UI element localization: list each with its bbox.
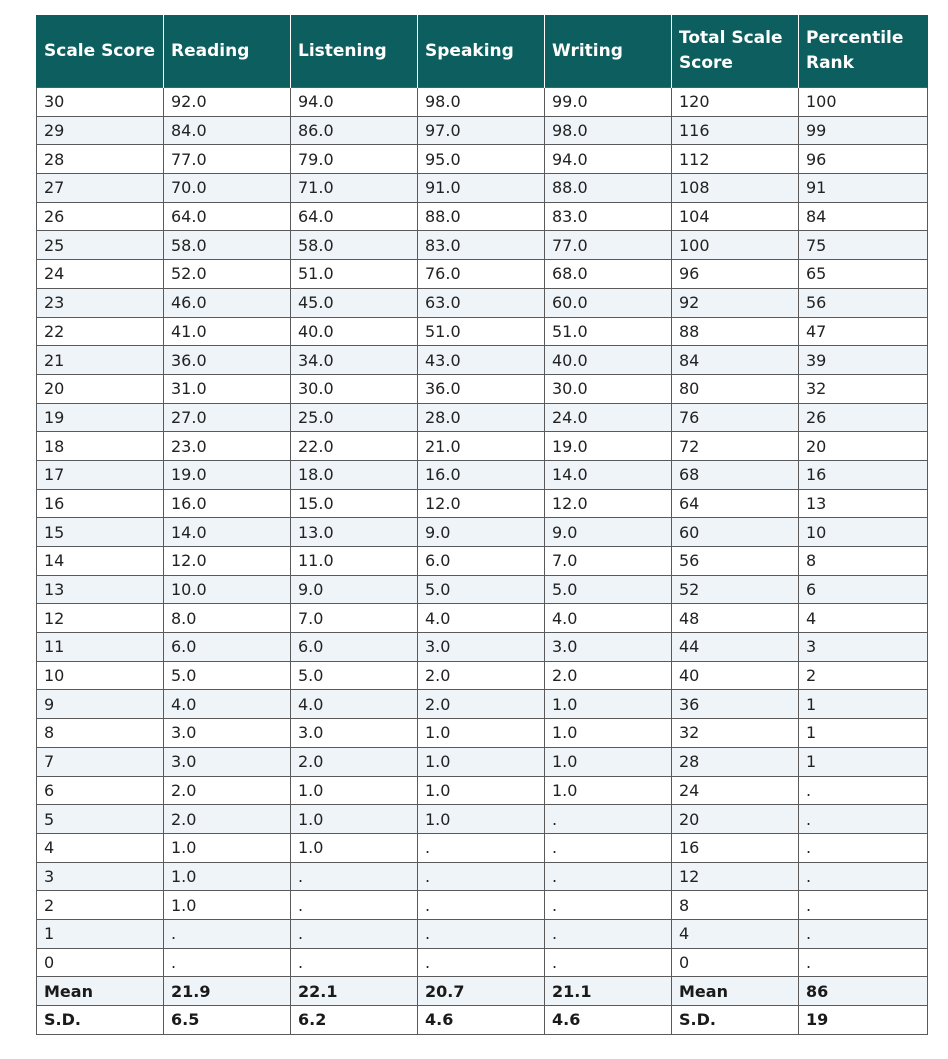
scale-score-cell: 15 <box>37 518 164 547</box>
writing-cell: 12.0 <box>545 489 672 518</box>
writing-cell: 68.0 <box>545 260 672 289</box>
reading-cell: 70.0 <box>164 174 291 203</box>
reading-cell: 21.9 <box>164 977 291 1006</box>
scale-score-cell: 11 <box>37 633 164 662</box>
percentile-rank-cell: 84 <box>799 202 928 231</box>
total-scale-score-cell: 56 <box>672 547 799 576</box>
table-header <box>37 15 928 88</box>
reading-cell: . <box>164 919 291 948</box>
scale-score-cell: 28 <box>37 145 164 174</box>
scale-score-cell: 2 <box>37 891 164 920</box>
listening-cell: . <box>291 862 418 891</box>
percentile-rank-cell: 26 <box>799 403 928 432</box>
reading-cell: 3.0 <box>164 747 291 776</box>
scale-score-cell: 1 <box>37 919 164 948</box>
speaking-cell: 51.0 <box>418 317 545 346</box>
table-body <box>37 88 928 1035</box>
total-scale-score-cell: 36 <box>672 690 799 719</box>
percentile-rank-cell: 1 <box>799 747 928 776</box>
percentile-rank-cell: 8 <box>799 547 928 576</box>
reading-cell: 27.0 <box>164 403 291 432</box>
score-conversion-table <box>36 15 928 1035</box>
reading-cell: 1.0 <box>164 891 291 920</box>
writing-cell: 21.1 <box>545 977 672 1006</box>
speaking-cell: 5.0 <box>418 575 545 604</box>
scale-score-cell: 20 <box>37 374 164 403</box>
writing-cell: 1.0 <box>545 719 672 748</box>
percentile-rank-cell: . <box>799 919 928 948</box>
listening-cell: 2.0 <box>291 747 418 776</box>
scale-score-cell: 13 <box>37 575 164 604</box>
total-scale-score-cell: 28 <box>672 747 799 776</box>
percentile-rank-cell: 1 <box>799 719 928 748</box>
reading-cell: 10.0 <box>164 575 291 604</box>
header-writing: Writing <box>545 15 672 88</box>
percentile-rank-cell: . <box>799 862 928 891</box>
speaking-cell: 1.0 <box>418 747 545 776</box>
reading-cell: 36.0 <box>164 346 291 375</box>
listening-cell: . <box>291 891 418 920</box>
percentile-rank-cell: 3 <box>799 633 928 662</box>
total-scale-score-cell: 96 <box>672 260 799 289</box>
header-total-scale-score: Total Scale Score <box>672 15 799 88</box>
speaking-cell: 12.0 <box>418 489 545 518</box>
speaking-cell: 16.0 <box>418 460 545 489</box>
writing-cell: 98.0 <box>545 116 672 145</box>
reading-cell: 31.0 <box>164 374 291 403</box>
total-scale-score-cell: 4 <box>672 919 799 948</box>
speaking-cell: 1.0 <box>418 776 545 805</box>
listening-cell: 9.0 <box>291 575 418 604</box>
writing-cell: . <box>545 805 672 834</box>
reading-cell: 46.0 <box>164 288 291 317</box>
writing-cell: 88.0 <box>545 174 672 203</box>
reading-cell: 77.0 <box>164 145 291 174</box>
percentile-rank-cell: 65 <box>799 260 928 289</box>
writing-cell: 30.0 <box>545 374 672 403</box>
total-scale-score-cell: 100 <box>672 231 799 260</box>
total-scale-score-cell: 52 <box>672 575 799 604</box>
speaking-cell: 91.0 <box>418 174 545 203</box>
listening-cell: 58.0 <box>291 231 418 260</box>
writing-cell: . <box>545 919 672 948</box>
percentile-rank-cell: 2 <box>799 661 928 690</box>
speaking-cell: 6.0 <box>418 547 545 576</box>
percentile-rank-cell: 16 <box>799 460 928 489</box>
total-scale-score-cell: 32 <box>672 719 799 748</box>
sd-row <box>37 1006 928 1035</box>
writing-cell: . <box>545 862 672 891</box>
listening-cell: . <box>291 948 418 977</box>
speaking-cell: . <box>418 891 545 920</box>
table-row <box>37 547 928 576</box>
percentile-rank-cell: 19 <box>799 1006 928 1035</box>
table-row <box>37 891 928 920</box>
scale-score-cell: 21 <box>37 346 164 375</box>
scale-score-cell: 17 <box>37 460 164 489</box>
total-scale-score-cell: 48 <box>672 604 799 633</box>
percentile-rank-cell: 99 <box>799 116 928 145</box>
reading-cell: 92.0 <box>164 88 291 117</box>
table-row <box>37 690 928 719</box>
table-row <box>37 604 928 633</box>
table-row <box>37 719 928 748</box>
writing-cell: 60.0 <box>545 288 672 317</box>
writing-cell: 1.0 <box>545 776 672 805</box>
table-row <box>37 747 928 776</box>
total-scale-score-cell: 8 <box>672 891 799 920</box>
reading-cell: 19.0 <box>164 460 291 489</box>
total-scale-score-cell: 0 <box>672 948 799 977</box>
table-row <box>37 403 928 432</box>
table-row <box>37 145 928 174</box>
listening-cell: 3.0 <box>291 719 418 748</box>
reading-cell: 52.0 <box>164 260 291 289</box>
percentile-rank-cell: 20 <box>799 432 928 461</box>
speaking-cell: 3.0 <box>418 633 545 662</box>
scale-score-cell: 8 <box>37 719 164 748</box>
scale-score-cell: 27 <box>37 174 164 203</box>
table-row <box>37 805 928 834</box>
reading-cell: 14.0 <box>164 518 291 547</box>
total-scale-score-cell: 120 <box>672 88 799 117</box>
speaking-cell: 97.0 <box>418 116 545 145</box>
speaking-cell: 43.0 <box>418 346 545 375</box>
writing-cell: 94.0 <box>545 145 672 174</box>
scale-score-cell: 12 <box>37 604 164 633</box>
writing-cell: . <box>545 948 672 977</box>
listening-cell: 1.0 <box>291 776 418 805</box>
scale-score-cell: 23 <box>37 288 164 317</box>
header-listening: Listening <box>291 15 418 88</box>
writing-cell: . <box>545 833 672 862</box>
listening-cell: 6.2 <box>291 1006 418 1035</box>
total-scale-score-cell: 72 <box>672 432 799 461</box>
header-scale-score: Scale Score <box>37 15 164 88</box>
score-table-container <box>36 15 927 1035</box>
scale-score-cell: Mean <box>37 977 164 1006</box>
reading-cell: 5.0 <box>164 661 291 690</box>
speaking-cell: 4.6 <box>418 1006 545 1035</box>
listening-cell: 22.1 <box>291 977 418 1006</box>
speaking-cell: . <box>418 862 545 891</box>
speaking-cell: 20.7 <box>418 977 545 1006</box>
header-speaking: Speaking <box>418 15 545 88</box>
scale-score-cell: 18 <box>37 432 164 461</box>
scale-score-cell: 6 <box>37 776 164 805</box>
percentile-rank-cell: 100 <box>799 88 928 117</box>
writing-cell: 4.6 <box>545 1006 672 1035</box>
reading-cell: 58.0 <box>164 231 291 260</box>
speaking-cell: 95.0 <box>418 145 545 174</box>
reading-cell: 2.0 <box>164 776 291 805</box>
speaking-cell: 2.0 <box>418 661 545 690</box>
scale-score-cell: 5 <box>37 805 164 834</box>
speaking-cell: 21.0 <box>418 432 545 461</box>
table-row <box>37 88 928 117</box>
table-row <box>37 460 928 489</box>
percentile-rank-cell: 96 <box>799 145 928 174</box>
header-reading: Reading <box>164 15 291 88</box>
table-row <box>37 776 928 805</box>
listening-cell: 94.0 <box>291 88 418 117</box>
mean-row <box>37 977 928 1006</box>
total-scale-score-cell: 76 <box>672 403 799 432</box>
listening-cell: 51.0 <box>291 260 418 289</box>
total-scale-score-cell: 104 <box>672 202 799 231</box>
table-row <box>37 948 928 977</box>
scale-score-cell: 25 <box>37 231 164 260</box>
total-scale-score-cell: S.D. <box>672 1006 799 1035</box>
table-row <box>37 833 928 862</box>
total-scale-score-cell: 116 <box>672 116 799 145</box>
total-scale-score-cell: 16 <box>672 833 799 862</box>
percentile-rank-cell: 39 <box>799 346 928 375</box>
percentile-rank-cell: 47 <box>799 317 928 346</box>
listening-cell: 25.0 <box>291 403 418 432</box>
scale-score-cell: S.D. <box>37 1006 164 1035</box>
speaking-cell: 83.0 <box>418 231 545 260</box>
table-row <box>37 231 928 260</box>
writing-cell: 83.0 <box>545 202 672 231</box>
table-row <box>37 116 928 145</box>
listening-cell: 4.0 <box>291 690 418 719</box>
total-scale-score-cell: 84 <box>672 346 799 375</box>
total-scale-score-cell: 108 <box>672 174 799 203</box>
writing-cell: 1.0 <box>545 690 672 719</box>
table-row <box>37 260 928 289</box>
percentile-rank-cell: 6 <box>799 575 928 604</box>
listening-cell: . <box>291 919 418 948</box>
listening-cell: 1.0 <box>291 833 418 862</box>
writing-cell: 1.0 <box>545 747 672 776</box>
percentile-rank-cell: 91 <box>799 174 928 203</box>
percentile-rank-cell: 56 <box>799 288 928 317</box>
table-row <box>37 633 928 662</box>
writing-cell: 14.0 <box>545 460 672 489</box>
table-row <box>37 374 928 403</box>
reading-cell: 8.0 <box>164 604 291 633</box>
reading-cell: 16.0 <box>164 489 291 518</box>
writing-cell: 7.0 <box>545 547 672 576</box>
table-row <box>37 489 928 518</box>
total-scale-score-cell: 60 <box>672 518 799 547</box>
speaking-cell: 88.0 <box>418 202 545 231</box>
reading-cell: . <box>164 948 291 977</box>
listening-cell: 45.0 <box>291 288 418 317</box>
speaking-cell: 76.0 <box>418 260 545 289</box>
reading-cell: 6.5 <box>164 1006 291 1035</box>
total-scale-score-cell: 112 <box>672 145 799 174</box>
speaking-cell: 4.0 <box>418 604 545 633</box>
scale-score-cell: 4 <box>37 833 164 862</box>
listening-cell: 1.0 <box>291 805 418 834</box>
scale-score-cell: 22 <box>37 317 164 346</box>
reading-cell: 4.0 <box>164 690 291 719</box>
reading-cell: 3.0 <box>164 719 291 748</box>
percentile-rank-cell: . <box>799 776 928 805</box>
reading-cell: 64.0 <box>164 202 291 231</box>
table-row <box>37 575 928 604</box>
reading-cell: 12.0 <box>164 547 291 576</box>
total-scale-score-cell: 24 <box>672 776 799 805</box>
writing-cell: 40.0 <box>545 346 672 375</box>
speaking-cell: 9.0 <box>418 518 545 547</box>
listening-cell: 34.0 <box>291 346 418 375</box>
listening-cell: 71.0 <box>291 174 418 203</box>
table-row <box>37 432 928 461</box>
percentile-rank-cell: 4 <box>799 604 928 633</box>
table-row <box>37 661 928 690</box>
writing-cell: 4.0 <box>545 604 672 633</box>
percentile-rank-cell: . <box>799 891 928 920</box>
writing-cell: 3.0 <box>545 633 672 662</box>
percentile-rank-cell: 32 <box>799 374 928 403</box>
writing-cell: 9.0 <box>545 518 672 547</box>
scale-score-cell: 10 <box>37 661 164 690</box>
reading-cell: 41.0 <box>164 317 291 346</box>
reading-cell: 23.0 <box>164 432 291 461</box>
speaking-cell: 36.0 <box>418 374 545 403</box>
writing-cell: 19.0 <box>545 432 672 461</box>
listening-cell: 40.0 <box>291 317 418 346</box>
speaking-cell: . <box>418 919 545 948</box>
listening-cell: 13.0 <box>291 518 418 547</box>
total-scale-score-cell: 80 <box>672 374 799 403</box>
listening-cell: 5.0 <box>291 661 418 690</box>
listening-cell: 30.0 <box>291 374 418 403</box>
table-row <box>37 346 928 375</box>
header-row <box>37 15 928 88</box>
scale-score-cell: 3 <box>37 862 164 891</box>
reading-cell: 2.0 <box>164 805 291 834</box>
listening-cell: 64.0 <box>291 202 418 231</box>
listening-cell: 18.0 <box>291 460 418 489</box>
reading-cell: 84.0 <box>164 116 291 145</box>
speaking-cell: 2.0 <box>418 690 545 719</box>
table-row <box>37 317 928 346</box>
percentile-rank-cell: 10 <box>799 518 928 547</box>
header-percentile-rank: Percentile Rank <box>799 15 928 88</box>
scale-score-cell: 19 <box>37 403 164 432</box>
total-scale-score-cell: 88 <box>672 317 799 346</box>
writing-cell: 24.0 <box>545 403 672 432</box>
total-scale-score-cell: 12 <box>672 862 799 891</box>
reading-cell: 6.0 <box>164 633 291 662</box>
total-scale-score-cell: Mean <box>672 977 799 1006</box>
writing-cell: . <box>545 891 672 920</box>
total-scale-score-cell: 68 <box>672 460 799 489</box>
percentile-rank-cell: 75 <box>799 231 928 260</box>
total-scale-score-cell: 44 <box>672 633 799 662</box>
total-scale-score-cell: 92 <box>672 288 799 317</box>
scale-score-cell: 7 <box>37 747 164 776</box>
listening-cell: 79.0 <box>291 145 418 174</box>
speaking-cell: 28.0 <box>418 403 545 432</box>
table-row <box>37 919 928 948</box>
speaking-cell: . <box>418 833 545 862</box>
writing-cell: 2.0 <box>545 661 672 690</box>
total-scale-score-cell: 20 <box>672 805 799 834</box>
scale-score-cell: 16 <box>37 489 164 518</box>
table-row <box>37 202 928 231</box>
scale-score-cell: 30 <box>37 88 164 117</box>
speaking-cell: . <box>418 948 545 977</box>
speaking-cell: 1.0 <box>418 719 545 748</box>
table-row <box>37 174 928 203</box>
listening-cell: 7.0 <box>291 604 418 633</box>
percentile-rank-cell: 13 <box>799 489 928 518</box>
scale-score-cell: 0 <box>37 948 164 977</box>
scale-score-cell: 24 <box>37 260 164 289</box>
listening-cell: 6.0 <box>291 633 418 662</box>
percentile-rank-cell: 86 <box>799 977 928 1006</box>
percentile-rank-cell: 1 <box>799 690 928 719</box>
listening-cell: 11.0 <box>291 547 418 576</box>
listening-cell: 15.0 <box>291 489 418 518</box>
listening-cell: 86.0 <box>291 116 418 145</box>
percentile-rank-cell: . <box>799 833 928 862</box>
listening-cell: 22.0 <box>291 432 418 461</box>
speaking-cell: 1.0 <box>418 805 545 834</box>
speaking-cell: 98.0 <box>418 88 545 117</box>
scale-score-cell: 26 <box>37 202 164 231</box>
writing-cell: 51.0 <box>545 317 672 346</box>
reading-cell: 1.0 <box>164 862 291 891</box>
writing-cell: 5.0 <box>545 575 672 604</box>
percentile-rank-cell: . <box>799 805 928 834</box>
total-scale-score-cell: 40 <box>672 661 799 690</box>
scale-score-cell: 29 <box>37 116 164 145</box>
table-row <box>37 862 928 891</box>
reading-cell: 1.0 <box>164 833 291 862</box>
table-row <box>37 518 928 547</box>
writing-cell: 77.0 <box>545 231 672 260</box>
speaking-cell: 63.0 <box>418 288 545 317</box>
table-row <box>37 288 928 317</box>
percentile-rank-cell: . <box>799 948 928 977</box>
writing-cell: 99.0 <box>545 88 672 117</box>
total-scale-score-cell: 64 <box>672 489 799 518</box>
scale-score-cell: 9 <box>37 690 164 719</box>
scale-score-cell: 14 <box>37 547 164 576</box>
